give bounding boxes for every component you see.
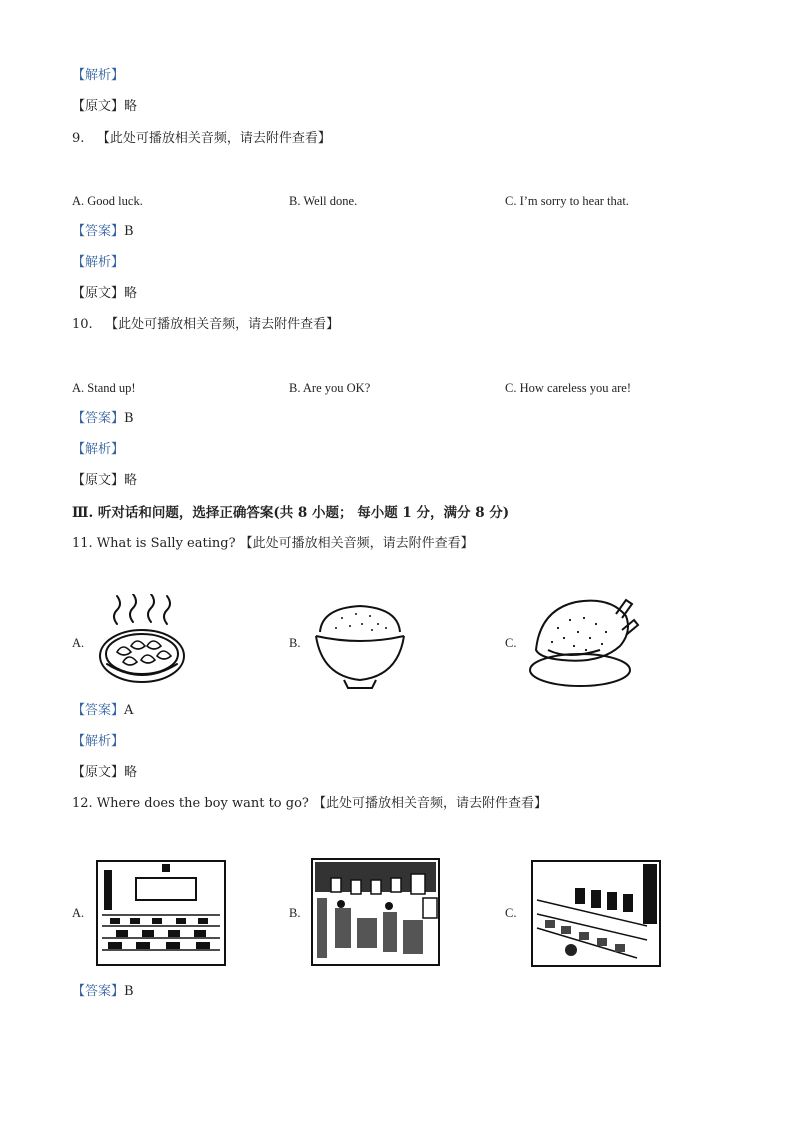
q11-option-a-label: A. bbox=[72, 636, 85, 650]
q9-option-b: B. Well done. bbox=[289, 194, 358, 208]
analysis-label: 【解析】 bbox=[72, 68, 125, 83]
original-line: 【原文】略 bbox=[72, 99, 138, 114]
q10-answer: 【答案】B bbox=[72, 411, 134, 426]
q10-prompt: 10. 【此处可播放相关音频，请去附件查看】 bbox=[72, 317, 340, 332]
q9-option-c: C. I’m sorry to hear that. bbox=[505, 194, 629, 208]
classroom-photo bbox=[96, 860, 226, 966]
q11-option-b-label: B. bbox=[289, 636, 301, 650]
q12-question: 12. Where does the boy want to go? 【此处可播放相关音频，请去附件查看】 bbox=[72, 796, 548, 811]
q9-answer: 【答案】B bbox=[72, 224, 134, 239]
q12-option-c-label: C. bbox=[505, 906, 517, 920]
dumplings-icon bbox=[95, 594, 190, 690]
q11-option-c-label: C. bbox=[505, 636, 517, 650]
q11-original: 【原文】略 bbox=[72, 765, 138, 780]
q11-question: 11. What is Sally eating? 【此处可播放相关音频，请去附件查看】 bbox=[72, 536, 474, 551]
q11-answer: 【答案】A bbox=[72, 703, 134, 718]
library-photo bbox=[531, 860, 661, 967]
q12-answer: 【答案】B bbox=[72, 984, 134, 999]
q10-option-b: B. Are you OK? bbox=[289, 381, 371, 395]
q9-option-a: A. Good luck. bbox=[72, 194, 143, 208]
q12-option-b-label: B. bbox=[289, 906, 301, 920]
q11-analysis: 【解析】 bbox=[72, 734, 125, 749]
q9-analysis: 【解析】 bbox=[72, 255, 125, 270]
q10-original: 【原文】略 bbox=[72, 473, 138, 488]
section-3-title: Ⅲ. 听对话和问题，选择正确答案(共 8 小题； 每小题 1 分，满分 8 分) bbox=[72, 505, 510, 521]
q10-option-c: C. How careless you are! bbox=[505, 381, 631, 395]
q9-prompt: 9. 【此处可播放相关音频，请去附件查看】 bbox=[72, 131, 331, 146]
q12-option-a-label: A. bbox=[72, 906, 85, 920]
restaurant-photo bbox=[311, 858, 440, 966]
q10-analysis: 【解析】 bbox=[72, 442, 125, 457]
rice-bowl-icon bbox=[312, 600, 408, 690]
q9-original: 【原文】略 bbox=[72, 286, 138, 301]
roast-chicken-icon bbox=[528, 592, 640, 692]
q10-option-a: A. Stand up! bbox=[72, 381, 136, 395]
